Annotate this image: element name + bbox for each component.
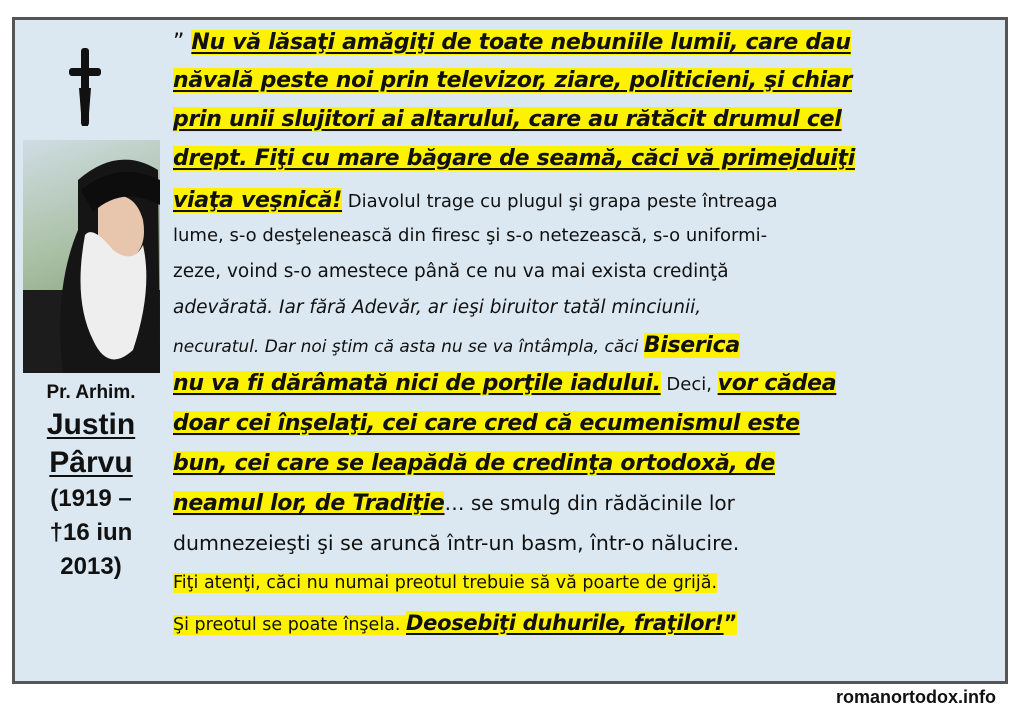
quote-emphasis: Biserica (643, 333, 740, 358)
quote-line (173, 261, 729, 282)
quote-open-mark: ” (173, 30, 192, 55)
quote-plain: Fiţi atenţi, căci nu numai preotul trebuie să vă poarte de grijă. (173, 573, 718, 593)
quote-line (173, 573, 717, 593)
quote-plain: lume, s-o desţelenească din firesc şi s-o netezească, s-o uniformi- (173, 225, 768, 246)
quote-text (173, 28, 1001, 678)
quote-plain: Şi preotul se poate înşela. (173, 615, 407, 635)
quote-line (173, 491, 735, 516)
quote-emphasis: Nu vă lăsaţi amăgiţi de toate nebuniile lumii, care dau (191, 30, 851, 55)
author-last-name: Pârvu (49, 446, 133, 479)
quote-plain: zeze, voind s-o amestece până ce nu va mai exista credinţă (173, 261, 729, 282)
quote-emphasis: neamul lor, de Tradiţie (173, 491, 445, 516)
author-title: Pr. Arhim. (46, 382, 136, 403)
cross-icon (65, 48, 105, 128)
quote-line (173, 531, 739, 555)
quote-emphasis: năvală peste noi prin televizor, ziare, politicieni, şi chiar (173, 68, 853, 93)
quote-line (173, 297, 701, 318)
quote-card (12, 17, 1008, 684)
quote-plain: Diavolul trage cu plugul şi grapa peste întreaga (342, 191, 778, 212)
quote-close-mark: ” (723, 611, 738, 635)
quote-line (173, 146, 855, 171)
quote-emphasis: Deosebiţi duhurile, fraţilor! (406, 611, 724, 635)
quote-emphasis: nu va fi dărâmată nici de porţile iadului. (173, 371, 661, 396)
quote-line (173, 30, 851, 55)
quote-line (173, 333, 740, 358)
quote-plain: dumnezeieşti şi se aruncă într-un basm, într-o nălucire. (173, 531, 740, 555)
quote-line (173, 411, 800, 436)
author-first-name: Justin (46, 408, 136, 441)
quote-line (173, 107, 842, 132)
author-dates-3: 2013) (60, 553, 122, 580)
quote-plain: Deci, (660, 374, 718, 395)
quote-line (173, 611, 737, 635)
author-dates-2: †16 iun (49, 519, 133, 546)
author-dates-1: (1919 – (50, 485, 132, 512)
author-caption (15, 380, 167, 584)
quote-emphasis: drept. Fiţi cu mare băgare de seamă, căci vă primejduiţi (173, 146, 855, 171)
left-panel (15, 20, 167, 681)
quote-emphasis: bun, cei care se leapădă de credinţa ortodoxă, de (173, 451, 775, 476)
quote-line (173, 451, 775, 476)
quote-emphasis: doar cei înşelaţi, cei care cred că ecumenismul este (173, 411, 800, 436)
portrait-photo (23, 140, 160, 373)
quote-plain: necuratul. Dar noi ştim că asta nu se va întâmpla, căci (173, 337, 644, 357)
quote-line (173, 188, 777, 213)
quote-emphasis: prin unii slujitori ai altarului, care au rătăcit drumul cel (173, 107, 842, 132)
quote-line (173, 371, 836, 396)
quote-emphasis: viaţa veşnică! (173, 188, 343, 213)
quote-line (173, 68, 852, 93)
site-watermark: romanortodox.info (836, 687, 996, 707)
quote-plain: adevărată. Iar fără Adevăr, ar ieşi biruitor tatăl minciunii, (173, 297, 702, 318)
quote-plain: … se smulg din rădăcinile lor (444, 491, 735, 515)
quote-line (173, 225, 767, 246)
quote-emphasis: vor cădea (717, 371, 837, 396)
